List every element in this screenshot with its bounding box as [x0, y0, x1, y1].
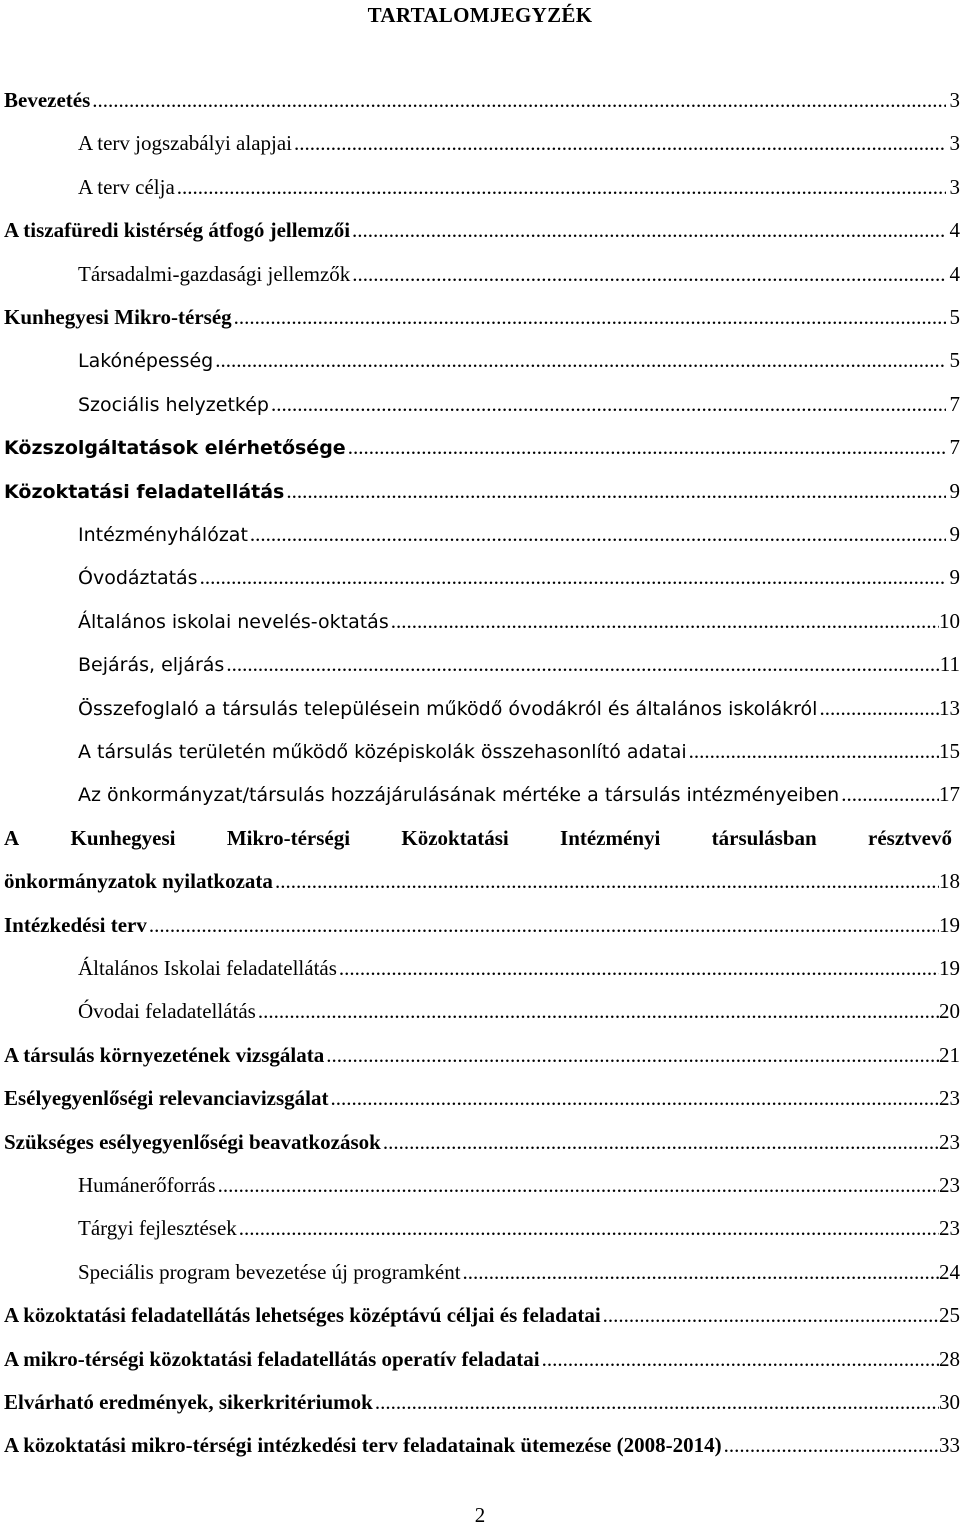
toc-entry-text: Szociális helyzetkép: [78, 393, 269, 416]
toc-leader-dots: [337, 946, 939, 990]
toc-page-number: 13: [939, 695, 960, 720]
toc-leader-dots: [213, 338, 946, 382]
toc-entry-text: Általános Iskolai feladatellátás: [78, 956, 337, 980]
toc-entry[interactable]: [4, 989, 960, 1033]
toc-page-number: 19: [939, 956, 960, 980]
toc-leader-dots: [324, 1033, 939, 1077]
toc-leader-dots: [346, 425, 946, 469]
toc-entry-text: önkormányzatok nyilatkozata: [4, 869, 273, 894]
toc-entry-text: Óvodáztatás: [78, 567, 198, 590]
toc-entry[interactable]: [4, 1120, 960, 1164]
toc-heading-word: résztvevő: [868, 825, 952, 850]
toc-page-number: 33: [939, 1433, 960, 1458]
toc-page-number: 5: [949, 305, 960, 329]
toc-leader-dots: [461, 1250, 939, 1294]
toc-leader-dots: [224, 642, 939, 686]
toc-entry[interactable]: [4, 1076, 960, 1120]
toc-entry[interactable]: [4, 252, 960, 296]
toc-entry[interactable]: [4, 1206, 960, 1250]
toc-page-number: 3: [949, 88, 960, 112]
toc-entry[interactable]: [4, 425, 960, 469]
toc-entry-text: Összefoglaló a társulás településein működő óvodákról és általános iskolákról: [78, 697, 818, 720]
toc-entry-text: Intézményhálózat: [78, 524, 248, 546]
toc-heading-word: Közoktatási: [401, 825, 509, 850]
toc-page-number: 21: [939, 1042, 960, 1067]
toc-leader-dots: [216, 1163, 939, 1207]
toc-entry-text: Társadalmi-gazdasági jellemzők: [78, 261, 351, 286]
toc-page-number: 10: [939, 608, 960, 633]
toc-leader-dots: [256, 989, 939, 1033]
toc-page-number: 19: [939, 912, 960, 937]
toc-leader-dots: [350, 208, 946, 252]
toc-entry[interactable]: [4, 512, 960, 556]
toc-entry-text: Közoktatási feladatellátás: [4, 480, 285, 503]
toc-entry-text: Intézkedési terv: [4, 912, 147, 937]
toc-heading-word: Intézményi: [560, 825, 661, 850]
toc-leader-dots: [381, 1120, 939, 1164]
toc-entry-text: A terv célja: [78, 174, 175, 199]
toc-entry-text: Elvárható eredmények, sikerkritériumok: [4, 1390, 373, 1414]
toc-leader-dots: [147, 903, 939, 947]
toc-entry[interactable]: [4, 469, 960, 513]
toc-leader-dots: [273, 859, 939, 903]
toc-entry[interactable]: [4, 946, 960, 990]
page-number-footer: 2: [474, 1503, 486, 1527]
toc-page-number: 23: [939, 1216, 960, 1241]
toc-entry[interactable]: [4, 599, 960, 643]
toc-leader-dots: [198, 555, 946, 599]
toc-entry[interactable]: [4, 859, 960, 903]
toc-leader-dots: [292, 121, 946, 165]
toc-entry[interactable]: [4, 642, 960, 686]
toc-entry[interactable]: [4, 903, 960, 947]
toc-entry[interactable]: [4, 1033, 960, 1077]
toc-entry-text: A tiszafüredi kistérség átfogó jellemzői: [4, 218, 351, 243]
toc-leader-dots: [175, 165, 946, 209]
toc-entry[interactable]: [4, 1293, 960, 1337]
toc-entry-text: Szükséges esélyegyenlőségi beavatkozások: [4, 1129, 381, 1154]
toc-page-number: 28: [939, 1346, 960, 1371]
toc-page-number: 11: [939, 652, 960, 677]
toc-heading-word: társulásban: [711, 825, 817, 850]
toc-page-number: 17: [939, 782, 960, 807]
toc-entry[interactable]: [4, 78, 960, 122]
toc-heading-word: Kunhegyesi: [70, 825, 176, 850]
toc-leader-dots: [90, 78, 946, 122]
toc-page-number: 20: [939, 999, 960, 1024]
toc-leader-dots: [248, 512, 946, 556]
toc-leader-dots: [817, 686, 939, 730]
toc-entry[interactable]: [4, 772, 960, 816]
toc-entry[interactable]: [4, 1163, 960, 1207]
toc-entry-text: A mikro-térségi közoktatási feladatellátás operatív feladatai: [4, 1346, 540, 1371]
toc-leader-dots: [284, 469, 946, 513]
toc-page-number: 23: [939, 1173, 960, 1197]
toc-entry[interactable]: [4, 1337, 960, 1381]
toc-entry-text: A közoktatási mikro-térségi intézkedési terv feladatainak ütemezése (2008-2014): [4, 1433, 722, 1458]
toc-leader-dots: [373, 1380, 939, 1424]
toc-leader-dots: [601, 1293, 939, 1337]
toc-entry[interactable]: [4, 1380, 960, 1424]
toc-entry-text: A társulás területén működő középiskolák összehasonlító adatai: [78, 741, 687, 763]
toc-entry-text: A társulás környezetének vizsgálata: [4, 1042, 325, 1067]
toc-entry-text: Tárgyi fejlesztések: [78, 1216, 237, 1241]
toc-entry[interactable]: [4, 686, 960, 730]
toc-page-number: 18: [939, 869, 960, 894]
toc-entry-text: Bejárás, eljárás: [78, 654, 225, 677]
toc-entry-text: Óvodai feladatellátás: [78, 999, 256, 1024]
toc-page-number: 23: [939, 1086, 960, 1111]
toc-entry[interactable]: [4, 121, 960, 165]
toc-leader-dots: [328, 1076, 939, 1120]
toc-page-number: 4: [949, 261, 960, 286]
toc-entry-text: Kunhegyesi Mikro-térség: [4, 305, 232, 329]
toc-page-number: 9: [949, 565, 960, 590]
toc-entry-text: Lakónépesség: [78, 350, 214, 373]
toc-entry[interactable]: [4, 295, 960, 339]
document-title: TARTALOMJEGYZÉK: [367, 3, 593, 27]
toc-leader-dots: [540, 1337, 939, 1381]
toc-leader-dots: [687, 729, 939, 773]
toc-entry-text: Esélyegyenlőségi relevanciavizsgálat: [4, 1086, 329, 1111]
toc-page-number: 4: [949, 218, 960, 243]
toc-leader-dots: [389, 599, 939, 643]
toc-entry[interactable]: [4, 338, 960, 382]
toc-page-number: 23: [939, 1129, 960, 1154]
toc-page-number: 24: [939, 1259, 960, 1284]
toc-page-number: 9: [949, 522, 960, 546]
toc-leader-dots: [269, 382, 946, 426]
toc-page-number: 30: [939, 1390, 960, 1414]
toc-entry[interactable]: [4, 165, 960, 209]
toc-page-number: 25: [939, 1303, 960, 1328]
toc-wrapped-heading-line[interactable]: [4, 816, 952, 860]
toc-entry-text: Általános iskolai nevelés-oktatás: [78, 610, 389, 633]
toc-entry[interactable]: [4, 208, 960, 252]
toc-entry-text: A terv jogszabályi alapjai: [78, 131, 293, 156]
toc-page-number: 15: [939, 739, 960, 763]
toc-entry[interactable]: [4, 1250, 960, 1294]
toc-entry-text: Közszolgáltatások elérhetősége: [4, 437, 346, 460]
toc-leader-dots: [232, 295, 946, 339]
toc-heading-word: A: [4, 825, 20, 850]
toc-leader-dots: [839, 772, 939, 816]
toc-leader-dots: [722, 1423, 939, 1467]
toc-entry[interactable]: [4, 555, 960, 599]
toc-entry-text: Bevezetés: [4, 88, 91, 112]
toc-entry[interactable]: [4, 382, 960, 426]
toc-leader-dots: [237, 1206, 939, 1250]
toc-page-number: 9: [949, 478, 960, 503]
toc-page-number: 7: [949, 391, 960, 416]
toc-page-number: 3: [949, 131, 960, 156]
toc-page-number: 3: [949, 174, 960, 199]
toc-entry-text: Humánerőforrás: [78, 1173, 216, 1197]
toc-entry-text: Speciális program bevezetése új programként: [78, 1259, 461, 1284]
toc-heading-word: Mikro-térségi: [226, 825, 351, 850]
toc-entry-text: A közoktatási feladatellátás lehetséges középtávú céljai és feladatai: [4, 1303, 601, 1328]
toc-entry[interactable]: [4, 1423, 960, 1467]
toc-entry[interactable]: [4, 729, 960, 773]
toc-page-number: 5: [949, 348, 960, 373]
toc-leader-dots: [350, 252, 946, 296]
toc-page-number: 7: [949, 435, 960, 460]
toc-entry-text: Az önkormányzat/társulás hozzájárulásának mértéke a társulás intézményeiben: [78, 784, 840, 807]
